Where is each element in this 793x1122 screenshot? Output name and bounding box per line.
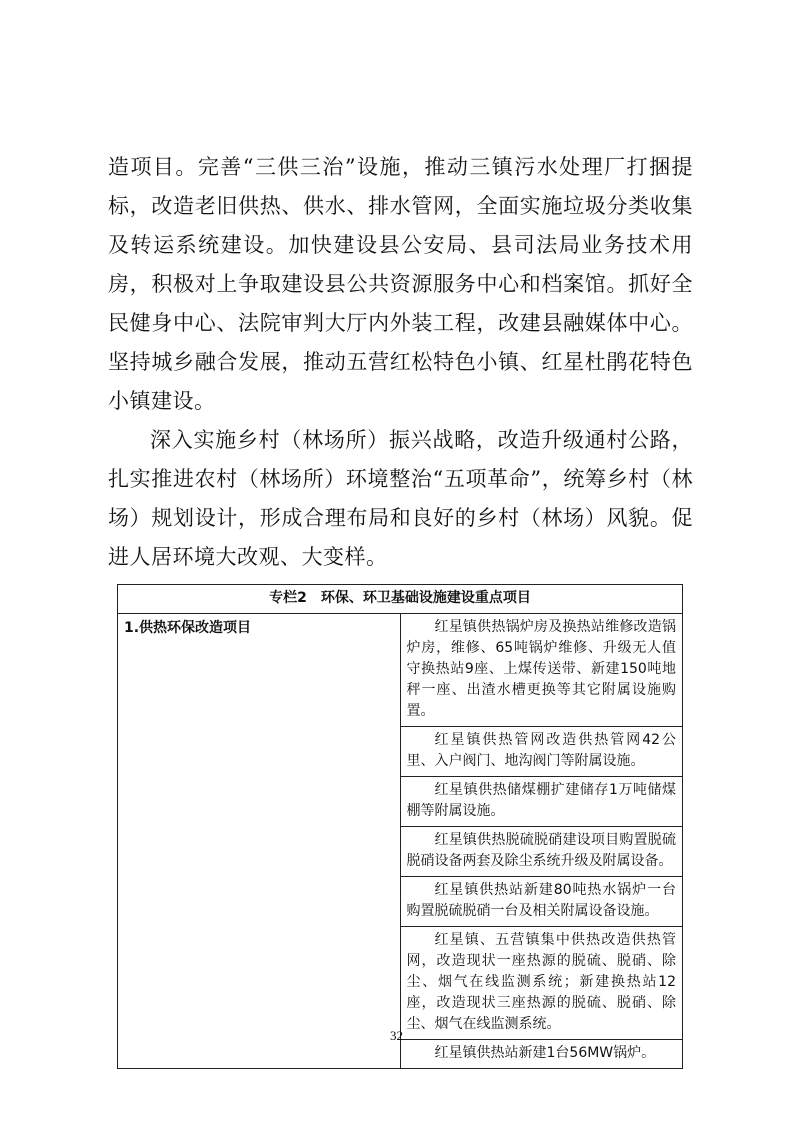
box-header-row [118, 585, 683, 614]
project-item: 红星镇供热管网改造供热管网42公里、入户阀门、地沟阀门等附属设施。 [400, 727, 683, 777]
project-item: 红星镇供热脱硫脱硝建设项目购置脱硫脱硝设备两套及除尘系统升级及附属设备。 [400, 827, 683, 877]
project-item: 红星镇、五营镇集中供热改造供热管网，改造现状一座热源的脱硫、脱硝、除尘、烟气在线监测系统；新建换热站12座，改造现状三座热源的脱硫、脱硝、除尘、烟气在线监测系统。 [400, 927, 683, 1040]
paragraph-urban-construction: 造项目。完善“三供三治”设施，推动三镇污水处理厂打捆提标，改造老旧供热、供水、排水管网，全面实施垃圾分类收集及转运系统建设。加快建设县公安局、县司法局业务技术用房，积极对上争取建设县公共资源服务中心和档案馆。抓好全民健身中心、法院审判大厅内外装工程，改建县融媒体中心。坚持城乡融合发展，推动五营红松特色小镇、红星杜鹃花特色小镇建设。 [108, 155, 693, 413]
project-item: 红星镇供热锅炉房及换热站维修改造锅炉房，维修、65吨锅炉维修、升级无人值守换热站9座、上煤传送带、新建150吨地秤一座、出渣水槽更换等其它附属设施购置。 [400, 614, 683, 727]
paragraph-rural-revitalization: 深入实施乡村（林场所）振兴战略，改造升级通村公路，扎实推进农村（林场所）环境整治“五项革命”，统筹乡村（林场）规划设计，形成合理布局和良好的乡村（林场）风貌。促进人居环境大改观、大变样。 [108, 428, 693, 569]
category-cell: 1.供热环保改造项目 [118, 614, 401, 1069]
body-text [108, 148, 693, 577]
table-row [118, 614, 683, 727]
box-title: 专栏2 环保、环卫基础设施建设重点项目 [118, 585, 683, 614]
page-number: 32 [390, 1028, 403, 1043]
project-box-table [117, 584, 683, 1069]
project-item: 红星镇供热储煤棚扩建储存1万吨储煤棚等附属设施。 [400, 777, 683, 827]
project-item: 红星镇供热站新建1台56MW锅炉。 [400, 1040, 683, 1069]
project-item: 红星镇供热站新建80吨热水锅炉一台购置脱硫脱硝一台及相关附属设备设施。 [400, 877, 683, 927]
